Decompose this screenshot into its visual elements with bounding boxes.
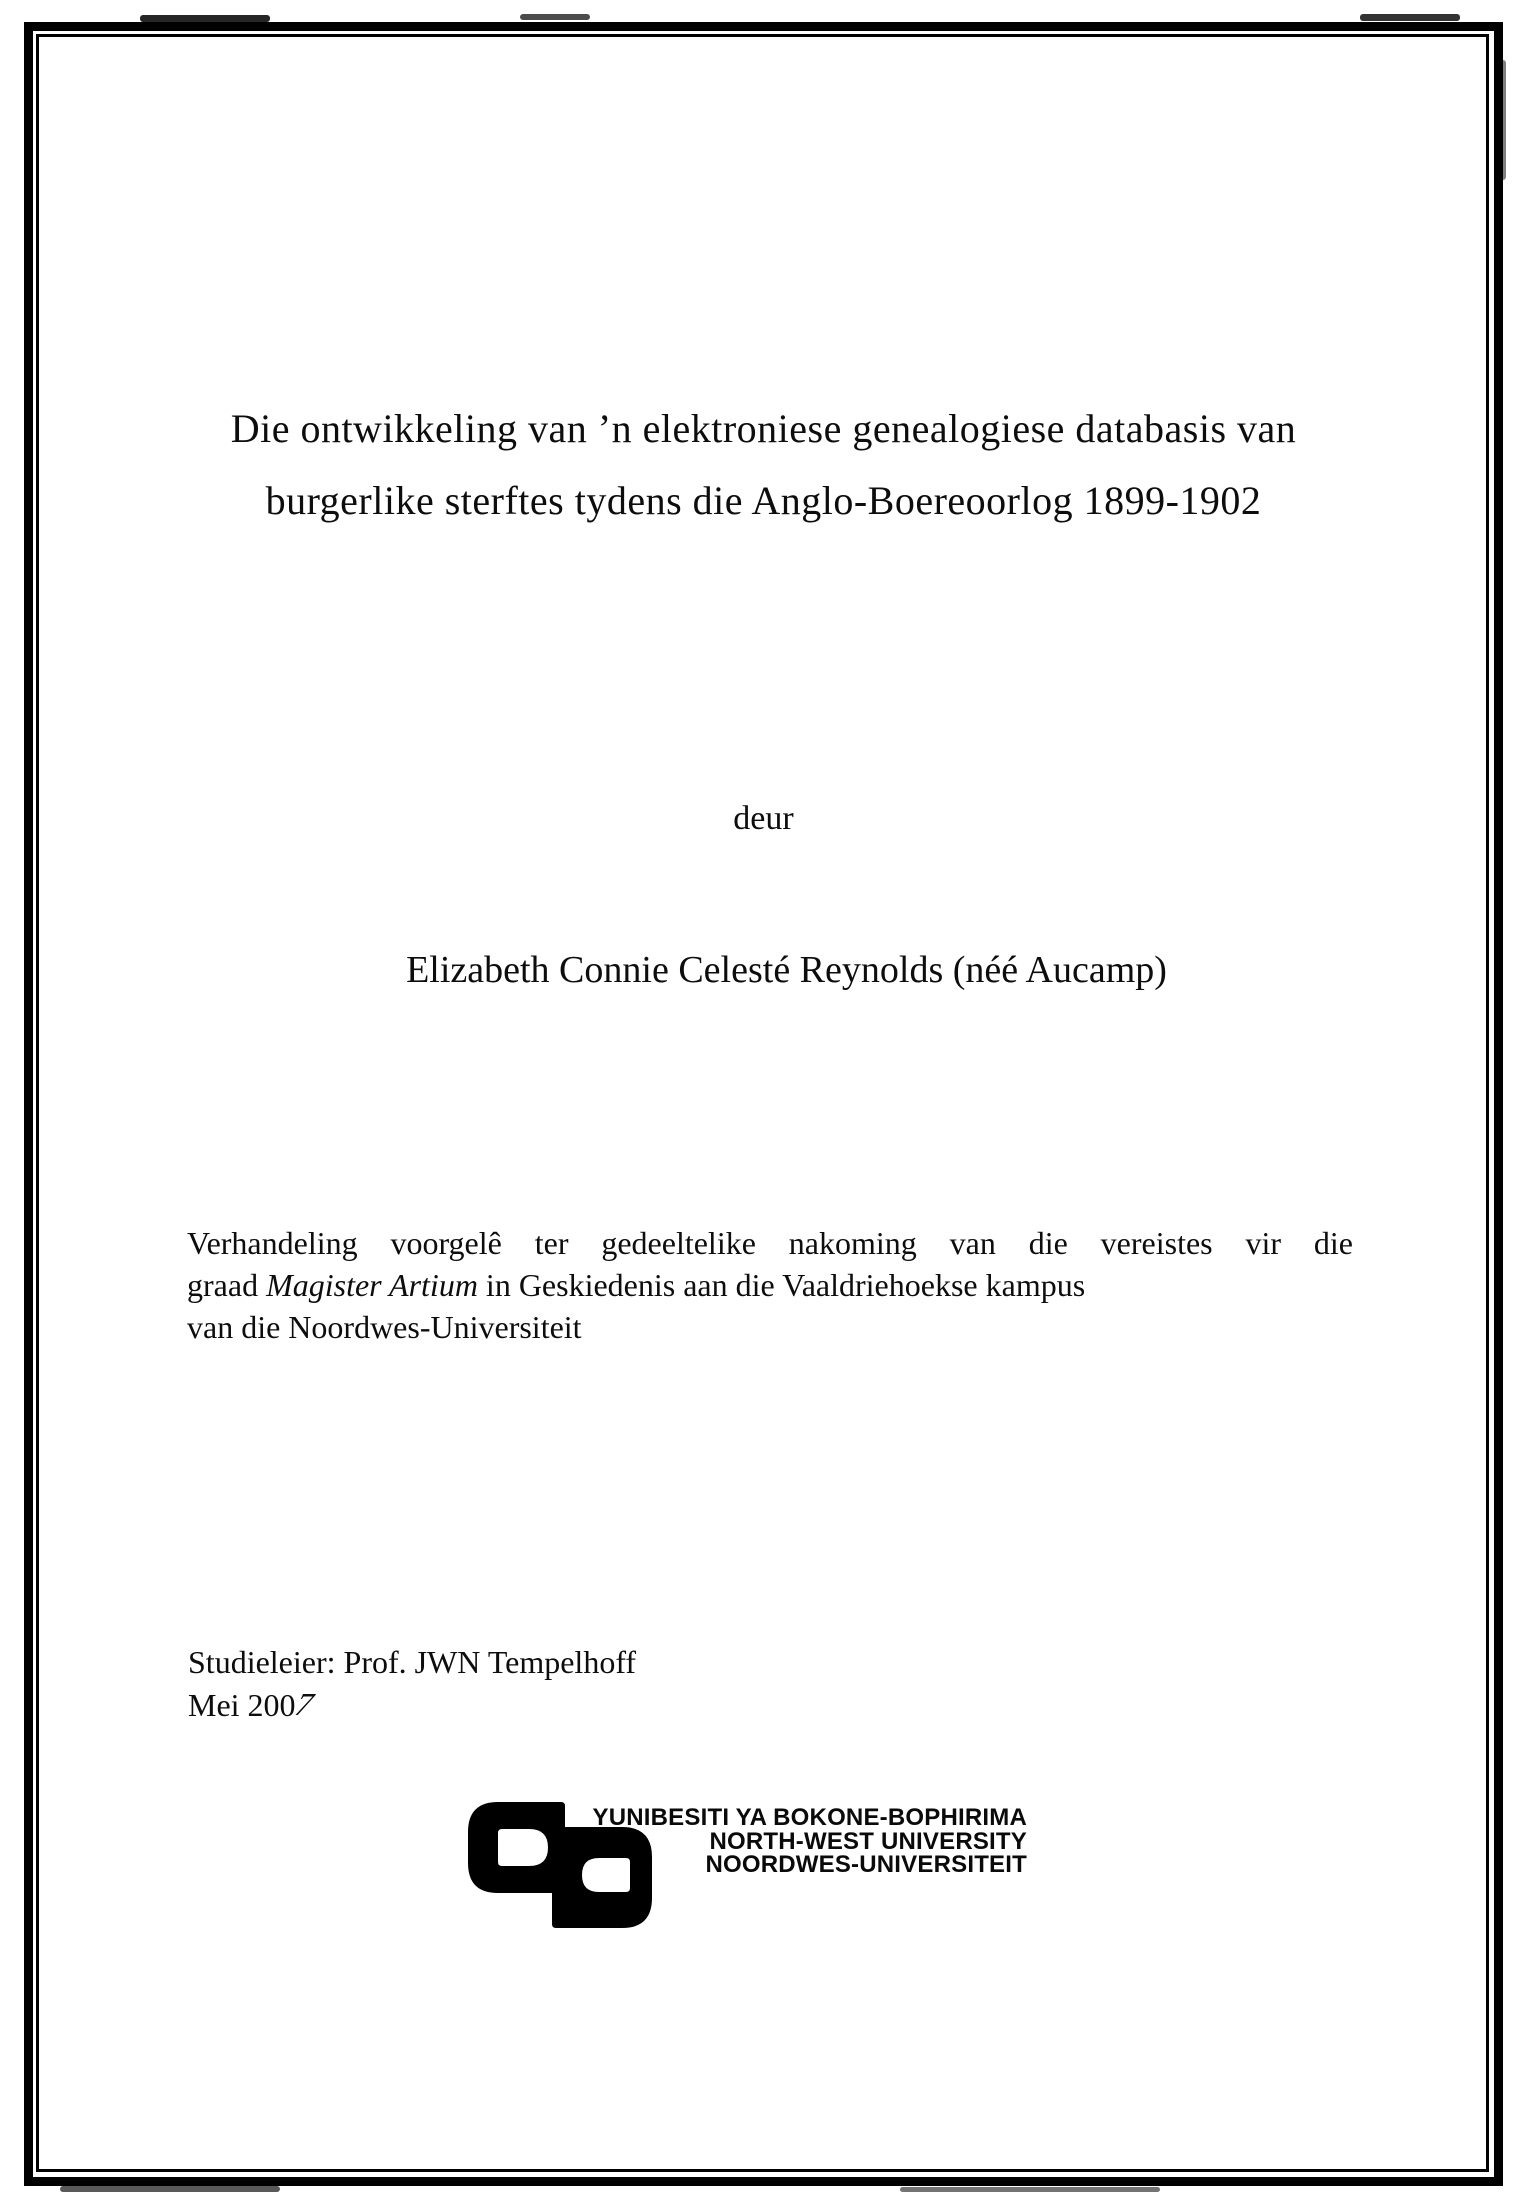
thesis-statement xyxy=(187,1222,1353,1348)
scan-smudge xyxy=(60,2186,280,2192)
scan-smudge xyxy=(140,15,270,22)
thesis-title-line-1: Die ontwikkeling van ’n elektroniese genealogiese databasis van xyxy=(230,406,1297,451)
byline-label: deur xyxy=(733,800,794,837)
nwu-logo-text xyxy=(585,1806,1027,1877)
statement-line-2 xyxy=(187,1264,1353,1306)
scan-smudge xyxy=(900,2187,1160,2192)
statement-line-2-pre: graad xyxy=(187,1267,267,1303)
scan-smudge xyxy=(1500,60,1506,180)
statement-line-3: van die Noordwes-Universiteit xyxy=(187,1309,582,1345)
logo-text-line-3: NOORDWES-UNIVERSITEIT xyxy=(705,1851,1027,1878)
logo-text-line-1: YUNIBESITI YA BOKONE-BOPHIRIMA xyxy=(592,1804,1027,1831)
thesis-title-line-2: burgerlike sterftes tydens die Anglo-Boereoorlog 1899-1902 xyxy=(265,478,1262,523)
date-last-digit: 7 xyxy=(291,1686,317,1722)
logo-text-line-2: NORTH-WEST UNIVERSITY xyxy=(709,1827,1027,1855)
supervisor-line: Studieleier: Prof. JWN Tempelhoff xyxy=(188,1644,637,1680)
date-prefix: Mei 200 xyxy=(188,1687,296,1723)
supervisor-block xyxy=(188,1641,636,1727)
thesis-title xyxy=(60,393,1467,537)
statement-line-2-post: in Geskiedenis aan die Vaaldriehoekse kampus xyxy=(477,1267,1086,1303)
date-line xyxy=(188,1684,636,1727)
scan-smudge xyxy=(1360,14,1460,21)
statement-line-1: Verhandeling voorgelê ter gedeeltelike nakoming van die vereistes vir die xyxy=(187,1225,1353,1261)
scan-smudge xyxy=(520,14,590,20)
degree-name-italic: Magister Artium xyxy=(266,1267,478,1303)
author-name: Elizabeth Connie Celesté Reynolds (néé Aucamp) xyxy=(406,949,1167,991)
